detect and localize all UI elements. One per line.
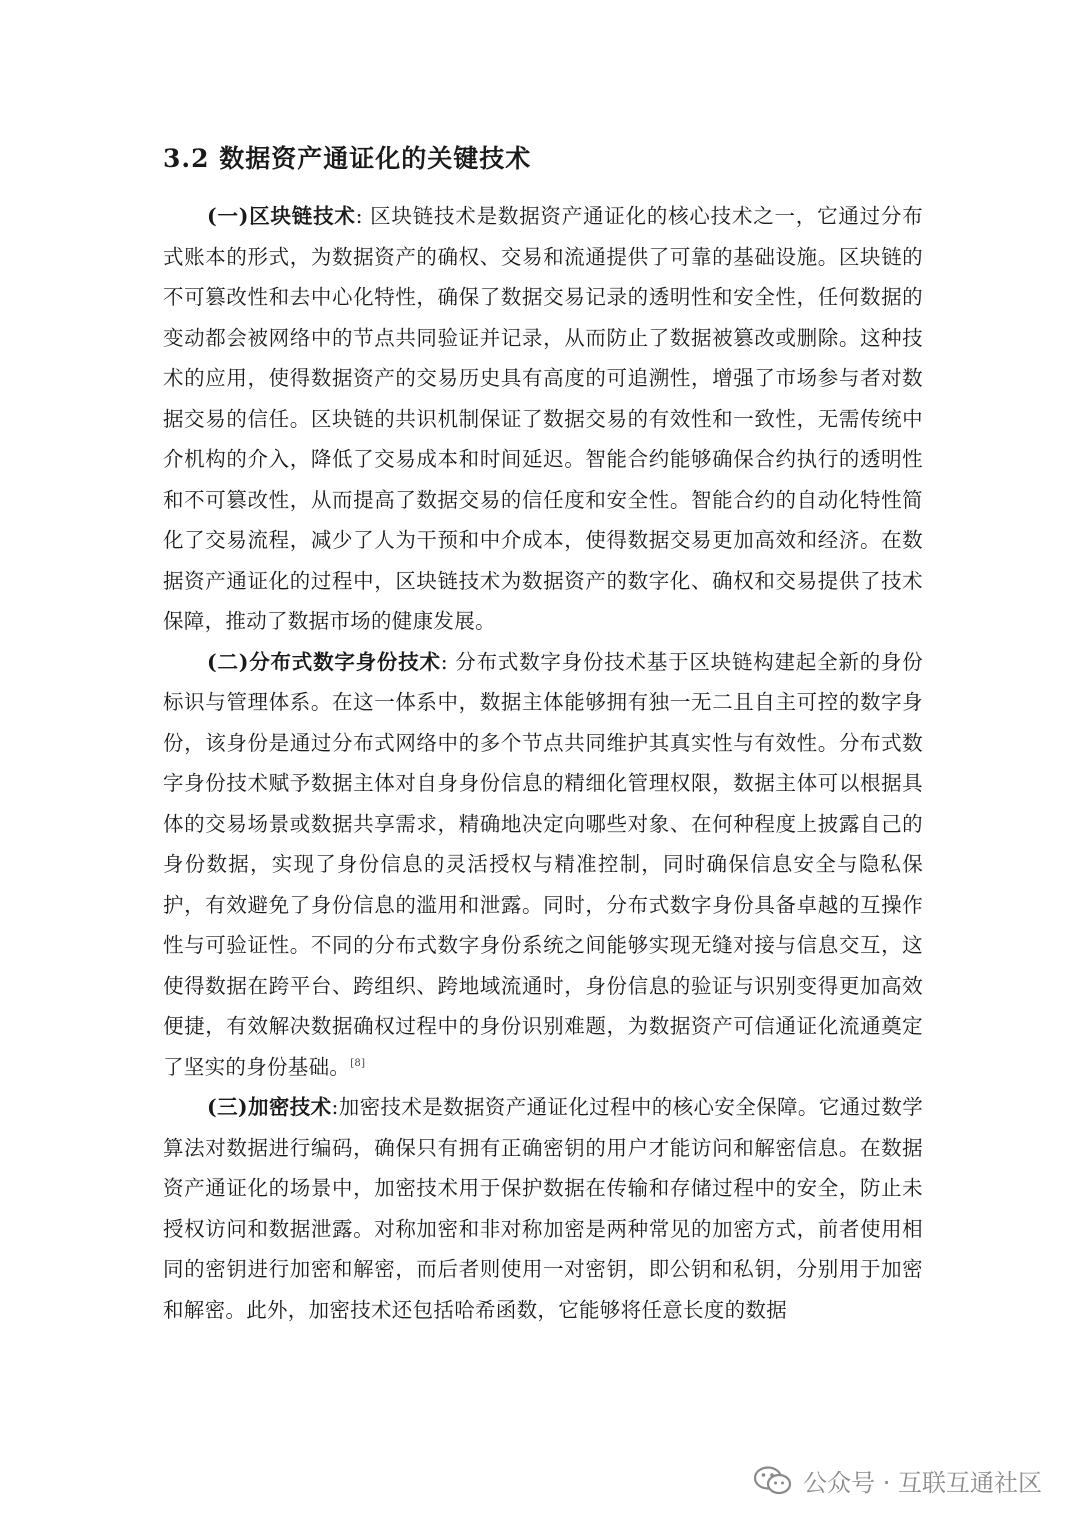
paragraph-distributed-identity [163,642,923,1088]
paragraph-lead: (二)分布式数字身份技术 [207,649,441,674]
paragraph-separator: : [355,204,371,228]
paragraph-body: 加密技术是数据资产通证化过程中的核心安全保障。它通过数学算法对数据进行编码，确保只有拥有正确密钥的用户才能访问和解密信息。在数据资产通证化的场景中，加密技术用于保护数据在传输和存储过程中的安全，防止未授权访问和数据泄露。对称加密和非对称加密是两种常见的加密方式，前者使用相同的密钥进行加密和解密，而后者则使用一对密钥，即公钥和私钥，分别用于加密和解密。此外，加密技术还包括哈希函数，它能够将任意长度的数据 [163,1095,924,1322]
document-page [163,138,923,1330]
wechat-icon [753,1465,793,1497]
paragraph-lead: (一)区块链技术 [207,204,356,228]
paragraph-separator: : [331,1095,339,1119]
paragraph-body: 区块链技术是数据资产通证化的核心技术之一，它通过分布式账本的形式，为数据资产的确权、交易和流通提供了可靠的基础设施。区块链的不可篡改性和去中心化特性，确保了数据交易记录的透明性和安全性，任何数据的变动都会被网络中的节点共同验证并记录，从而防止了数据被篡改或删除。这种技术的应用，使得数据资产的交易历史具有高度的可追溯性，增强了市场参与者对数据交易的信任。区块链的共识机制保证了数据交易的有效性和一致性，无需传统中介机构的介入，降低了交易成本和时间延迟。智能合约能够确保合约执行的透明性和不可篡改性，从而提高了数据交易的信任度和安全性。智能合约的自动化特性简化了交易流程，减少了人为干预和中介成本，使得数据交易更加高效和经济。在数据资产通证化的过程中，区块链技术为数据资产的数字化、确权和交易提供了技术保障，推动了数据市场的健康发展。 [163,204,923,633]
watermark-text: 公众号 · 互联互通社区 [803,1469,1042,1497]
citation-ref[interactable]: [8] [350,1057,366,1069]
section-title: 3.2 数据资产通证化的关键技术 [163,144,532,173]
paragraph-separator: : [440,649,456,674]
paragraph-blockchain [163,196,923,642]
paragraph-lead: (三)加密技术 [207,1095,332,1119]
paragraph-encryption [163,1087,923,1330]
paragraph-body: 分布式数字身份技术基于区块链构建起全新的身份标识与管理体系。在这一体系中，数据主体能够拥有独一无二且自主可控的数字身份，该身份是通过分布式网络中的多个节点共同维护其真实性与有效性。分布式数字身份技术赋予数据主体对自身身份信息的精细化管理权限，数据主体可以根据具体的交易场景或数据共享需求，精确地决定向哪些对象、在何种程度上披露自己的身份数据，实现了身份信息的灵活授权与精准控制，同时确保信息安全与隐私保护，有效避免了身份信息的滥用和泄露。同时，分布式数字身份具备卓越的互操作性与可验证性。不同的分布式数字身份系统之间能够实现无缝对接与信息交互，这使得数据在跨平台、跨组织、跨地域流通时，身份信息的验证与识别变得更加高效便捷，有效解决数据确权过程中的身份识别难题，为数据资产可信通证化流通奠定了坚实的身份基础。 [163,649,923,1079]
watermark [753,1463,1042,1498]
